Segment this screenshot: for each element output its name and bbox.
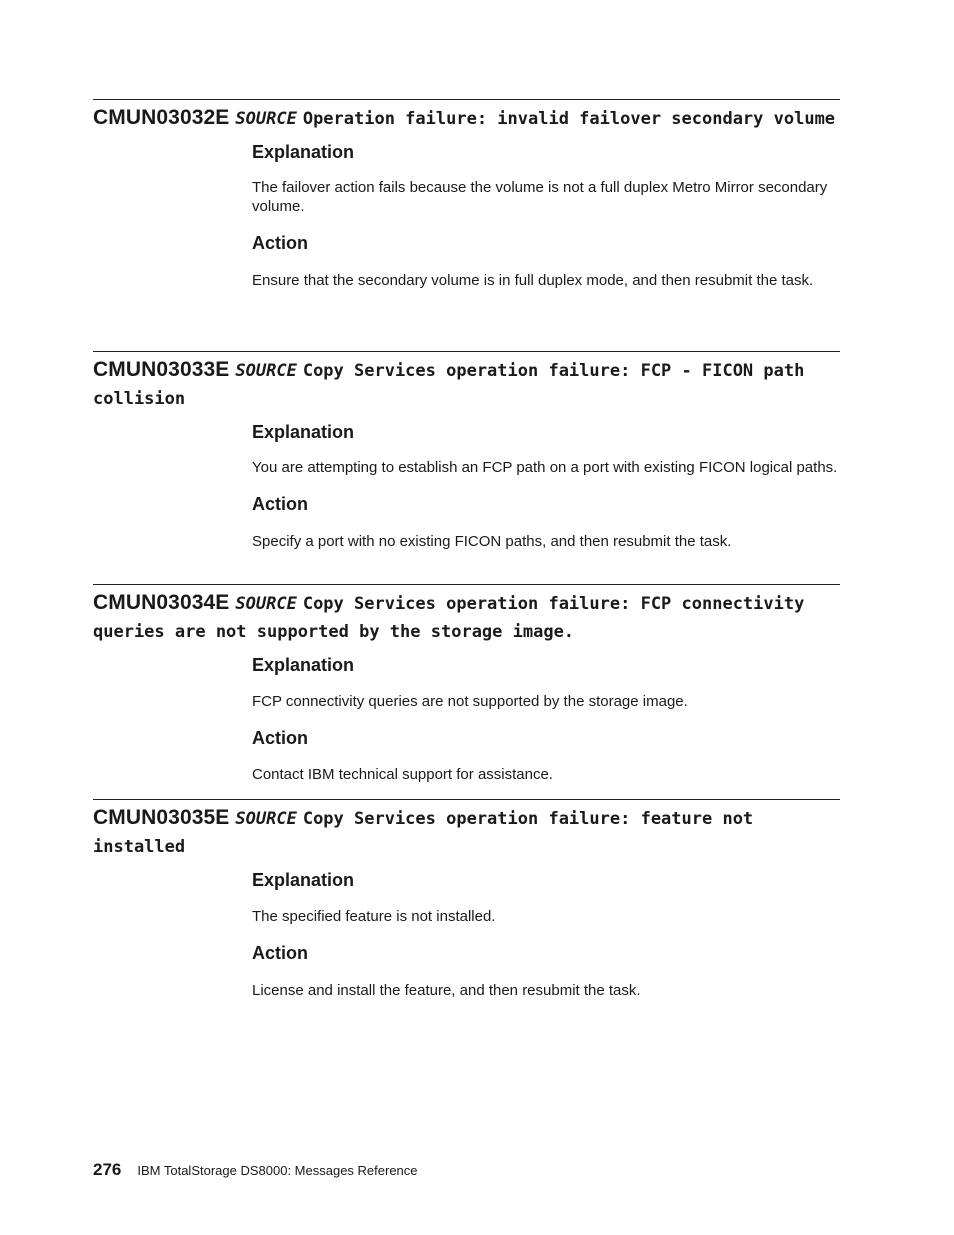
message-id: CMUN03032E [93,106,230,129]
message-text: Copy Services operation failure: FCP - FICON path collision [93,361,805,409]
explanation-text: The failover action fails because the volume is not a full duplex Metro Mirror secondary volume. [252,179,828,215]
message-body [252,869,842,1000]
action-text: Ensure that the secondary volume is in full duplex mode, and then resubmit the task. [252,272,814,289]
action-heading: Action [252,233,308,253]
message-id: CMUN03034E [93,591,230,614]
page-footer [93,1160,418,1180]
message-id: CMUN03035E [93,806,230,829]
page-number: 276 [93,1160,122,1179]
message-body [252,654,842,784]
message-source: SOURCE [235,361,297,381]
action-text: License and install the feature, and then resubmit the task. [252,982,641,999]
message-text: Operation failure: invalid failover secondary volume [302,109,836,129]
message-heading [93,800,840,860]
message-entry [93,584,840,784]
message-body [252,421,842,551]
message-source: SOURCE [235,109,297,129]
action-text: Contact IBM technical support for assistance. [252,766,553,783]
message-source: SOURCE [235,594,297,614]
explanation-heading: Explanation [252,870,355,890]
action-heading: Action [252,728,308,748]
message-entry [93,99,840,290]
message-source: SOURCE [235,809,297,829]
action-heading: Action [252,943,308,963]
message-heading [93,585,840,645]
message-text: Copy Services operation failure: feature not installed [93,809,754,857]
explanation-text: FCP connectivity queries are not supported by the storage image. [252,693,688,710]
message-entry [93,799,840,1000]
message-text: Copy Services operation failure: FCP connectivity queries are not supported by the storage image. [93,594,805,642]
explanation-heading: Explanation [252,142,355,162]
message-heading [93,100,840,132]
document-title: IBM TotalStorage DS8000: Messages Reference [137,1163,418,1178]
message-heading [93,352,840,412]
explanation-heading: Explanation [252,655,355,675]
message-entry [93,351,840,551]
message-id: CMUN03033E [93,358,230,381]
action-heading: Action [252,494,308,514]
action-text: Specify a port with no existing FICON paths, and then resubmit the task. [252,533,732,550]
explanation-heading: Explanation [252,422,355,442]
explanation-text: The specified feature is not installed. [252,908,496,925]
explanation-text: You are attempting to establish an FCP path on a port with existing FICON logical paths. [252,459,838,476]
message-body [252,141,842,290]
